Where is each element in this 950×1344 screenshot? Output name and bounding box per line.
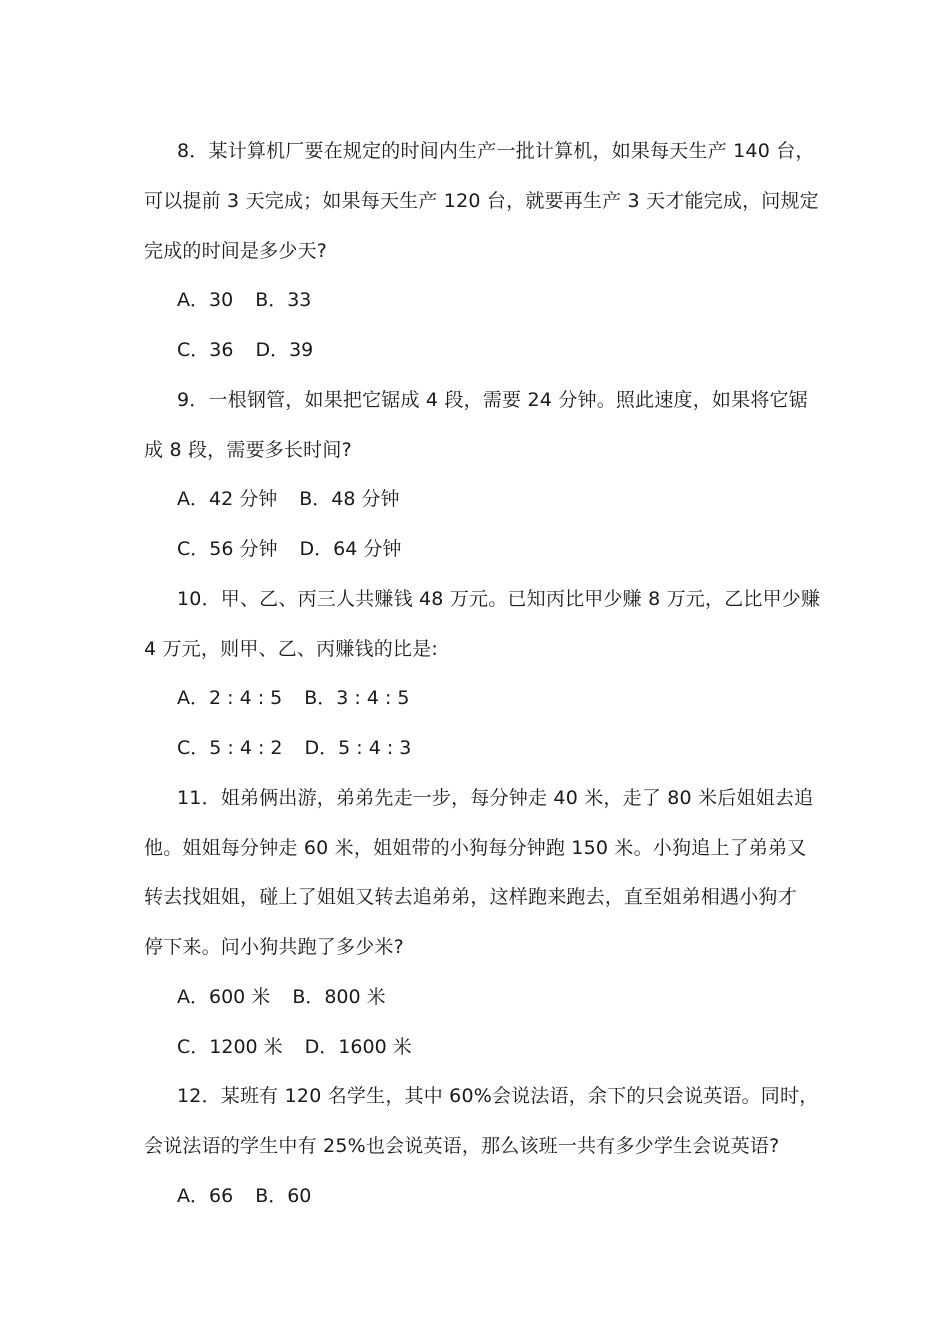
q11-option-c: C．1200 米 [177,1036,283,1058]
q8-option-d: D．39 [255,339,314,361]
q8-options-row-1 [177,287,311,313]
q11-stem-line-1: 11．姐弟俩出游，弟弟先走一步，每分钟走 40 米，走了 80 米后姐姐去追 [177,787,814,809]
q11-option-b: B．800 米 [292,986,386,1008]
q10-options-row-1 [177,685,410,711]
q11-stem-line-4: 停下来。问小狗共跑了多少米? [144,936,404,958]
q10-stem-line-2: 4 万元，则甲、乙、丙赚钱的比是: [144,638,438,660]
q10-option-c: C．5 : 4 : 2 [177,737,283,759]
q11-options-row-1 [177,984,386,1010]
q9-option-b: B．48 分钟 [299,488,400,510]
q9-option-d: D．64 分钟 [299,538,402,560]
q10-options-row-2 [177,735,411,761]
q8-option-a: A．30 [177,289,234,311]
q10-option-b: B．3 : 4 : 5 [304,687,410,709]
q10-option-d: D．5 : 4 : 3 [304,737,412,759]
q11-option-a: A．600 米 [177,986,271,1008]
q11-stem-line-3: 转去找姐姐，碰上了姐姐又转去追弟弟，这样跑来跑去，直至姐弟相遇小狗才 [144,886,797,908]
q11-stem-line-2: 他。姐姐每分钟走 60 米，姐姐带的小狗每分钟跑 150 米。小狗追上了弟弟又 [144,837,807,859]
q9-options-row-1 [177,486,399,512]
q8-option-c: C．36 [177,339,234,361]
q10-stem-line-1: 10．甲、乙、丙三人共赚钱 48 万元。已知丙比甲少赚 8 万元，乙比甲少赚 [177,588,821,610]
q12-option-a: A．66 [177,1185,234,1207]
q9-stem-line-1: 9．一根钢管，如果把它锯成 4 段，需要 24 分钟。照此速度，如果将它锯 [177,389,808,411]
q10-option-a: A．2 : 4 : 5 [177,687,283,709]
q12-stem-line-1: 12．某班有 120 名学生，其中 60%会说法语，余下的只会说英语。同时， [177,1085,819,1107]
q9-options-row-2 [177,536,401,562]
q9-option-c: C．56 分钟 [177,538,278,560]
q9-option-a: A．42 分钟 [177,488,278,510]
q12-options-row-1 [177,1183,311,1209]
q9-stem-line-2: 成 8 段，需要多长时间? [144,439,352,461]
q8-option-b: B．33 [255,289,312,311]
q8-stem-line-2: 可以提前 3 天完成；如果每天生产 120 台，就要再生产 3 天才能完成，问规定 [144,190,819,212]
q11-option-d: D．1600 米 [304,1036,412,1058]
q8-stem-line-3: 完成的时间是多少天? [144,240,328,262]
q8-stem-line-1: 8．某计算机厂要在规定的时间内生产一批计算机，如果每天生产 140 台， [177,140,815,162]
q12-option-b: B．60 [255,1185,312,1207]
q11-options-row-2 [177,1034,412,1060]
q8-options-row-2 [177,337,313,363]
q12-stem-line-2: 会说法语的学生中有 25%也会说英语，那么该班一共有多少学生会说英语? [144,1135,780,1157]
